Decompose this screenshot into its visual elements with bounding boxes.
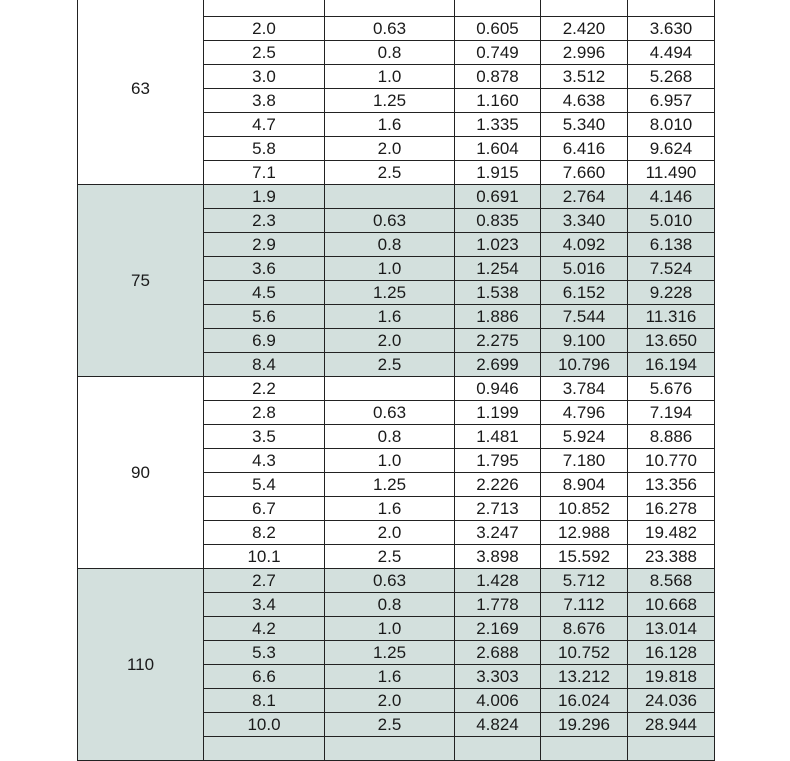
table-cell: 0.63	[325, 17, 455, 41]
table-cell: 7.660	[541, 161, 628, 185]
table-cell: 2.699	[455, 353, 541, 377]
table-cell: 6.138	[628, 233, 715, 257]
table-cell: 5.010	[628, 209, 715, 233]
table-cell: 3.247	[455, 521, 541, 545]
table-cell: 3.303	[455, 665, 541, 689]
table-cell: 1.538	[455, 281, 541, 305]
table-cell: 3.6	[204, 257, 325, 281]
table-cell	[455, 737, 541, 761]
table-cell: 2.0	[325, 137, 455, 161]
diameter-cell: 63	[78, 0, 204, 185]
table-cell: 1.0	[325, 617, 455, 641]
table-cell: 6.152	[541, 281, 628, 305]
table-cell: 0.8	[325, 233, 455, 257]
table-cell: 5.016	[541, 257, 628, 281]
table-cell: 3.340	[541, 209, 628, 233]
table-cell: 1.254	[455, 257, 541, 281]
table-cell: 1.0	[325, 449, 455, 473]
table-cell: 7.544	[541, 305, 628, 329]
table-row	[78, 377, 715, 401]
table-cell: 0.835	[455, 209, 541, 233]
table-cell: 1.6	[325, 665, 455, 689]
table-cell: 2.0	[325, 521, 455, 545]
table-cell: 0.878	[455, 65, 541, 89]
table-cell: 0.691	[455, 185, 541, 209]
table-cell: 1.023	[455, 233, 541, 257]
table-cell: 6.9	[204, 329, 325, 353]
table-cell: 19.296	[541, 713, 628, 737]
table-cell: 2.9	[204, 233, 325, 257]
table-cell: 0.8	[325, 593, 455, 617]
table-cell: 2.688	[455, 641, 541, 665]
table-cell: 4.3	[204, 449, 325, 473]
table-cell: 1.6	[325, 113, 455, 137]
table-cell	[204, 0, 325, 17]
table-cell: 16.278	[628, 497, 715, 521]
table-cell	[325, 377, 455, 401]
pipe-spec-table-body	[78, 0, 715, 761]
table-cell: 6.957	[628, 89, 715, 113]
table-row	[78, 0, 715, 17]
diameter-cell: 110	[78, 569, 204, 761]
table-cell: 0.8	[325, 425, 455, 449]
table-cell: 6.7	[204, 497, 325, 521]
table-cell: 3.0	[204, 65, 325, 89]
table-cell: 1.335	[455, 113, 541, 137]
table-cell: 16.128	[628, 641, 715, 665]
table-cell: 2.713	[455, 497, 541, 521]
diameter-cell: 90	[78, 377, 204, 569]
table-cell: 7.1	[204, 161, 325, 185]
table-cell	[541, 0, 628, 17]
table-cell: 8.676	[541, 617, 628, 641]
table-cell: 9.100	[541, 329, 628, 353]
table-cell: 13.356	[628, 473, 715, 497]
table-cell	[541, 737, 628, 761]
table-cell: 0.63	[325, 569, 455, 593]
table-cell: 1.886	[455, 305, 541, 329]
table-cell: 8.886	[628, 425, 715, 449]
table-cell: 13.212	[541, 665, 628, 689]
table-cell: 0.8	[325, 41, 455, 65]
table-cell: 0.63	[325, 401, 455, 425]
table-cell: 8.010	[628, 113, 715, 137]
table-cell: 3.784	[541, 377, 628, 401]
table-cell: 1.160	[455, 89, 541, 113]
table-cell: 1.9	[204, 185, 325, 209]
table-cell: 19.482	[628, 521, 715, 545]
table-cell: 5.268	[628, 65, 715, 89]
table-cell: 2.420	[541, 17, 628, 41]
table-cell: 2.5	[325, 713, 455, 737]
table-cell: 1.481	[455, 425, 541, 449]
table-cell: 2.5	[325, 161, 455, 185]
table-cell: 4.092	[541, 233, 628, 257]
table-cell: 2.3	[204, 209, 325, 233]
table-cell: 8.568	[628, 569, 715, 593]
table-cell: 1.6	[325, 497, 455, 521]
table-cell: 1.25	[325, 473, 455, 497]
table-cell: 28.944	[628, 713, 715, 737]
table-cell: 2.7	[204, 569, 325, 593]
table-cell: 8.1	[204, 689, 325, 713]
table-cell: 12.988	[541, 521, 628, 545]
table-cell: 2.5	[325, 545, 455, 569]
table-cell: 4.824	[455, 713, 541, 737]
table-cell: 7.194	[628, 401, 715, 425]
table-cell: 8.904	[541, 473, 628, 497]
table-cell: 4.638	[541, 89, 628, 113]
table-cell: 1.6	[325, 305, 455, 329]
table-cell: 2.275	[455, 329, 541, 353]
table-cell: 0.605	[455, 17, 541, 41]
table-cell: 1.199	[455, 401, 541, 425]
pipe-spec-table	[77, 0, 715, 761]
table-cell	[455, 0, 541, 17]
table-cell: 2.5	[325, 353, 455, 377]
table-cell: 5.924	[541, 425, 628, 449]
table-cell: 0.946	[455, 377, 541, 401]
table-cell: 5.3	[204, 641, 325, 665]
table-cell: 3.4	[204, 593, 325, 617]
table-cell: 3.898	[455, 545, 541, 569]
table-cell: 24.036	[628, 689, 715, 713]
table-cell: 15.592	[541, 545, 628, 569]
table-cell: 1.778	[455, 593, 541, 617]
table-cell: 10.796	[541, 353, 628, 377]
table-cell: 2.0	[325, 689, 455, 713]
table-cell: 2.0	[204, 17, 325, 41]
table-cell: 4.7	[204, 113, 325, 137]
table-cell	[628, 0, 715, 17]
table-cell: 2.996	[541, 41, 628, 65]
table-cell: 4.494	[628, 41, 715, 65]
table-cell	[325, 737, 455, 761]
table-cell: 7.112	[541, 593, 628, 617]
table-cell: 4.796	[541, 401, 628, 425]
table-cell: 3.8	[204, 89, 325, 113]
table-cell	[325, 0, 455, 17]
table-cell: 2.0	[325, 329, 455, 353]
table-cell: 3.5	[204, 425, 325, 449]
table-cell: 13.650	[628, 329, 715, 353]
table-cell: 10.752	[541, 641, 628, 665]
table-cell: 2.8	[204, 401, 325, 425]
table-cell: 3.630	[628, 17, 715, 41]
table-cell: 2.5	[204, 41, 325, 65]
table-cell: 5.8	[204, 137, 325, 161]
table-cell: 8.2	[204, 521, 325, 545]
table-cell: 6.416	[541, 137, 628, 161]
table-cell: 4.006	[455, 689, 541, 713]
table-cell: 4.2	[204, 617, 325, 641]
table-cell: 1.0	[325, 257, 455, 281]
table-cell: 5.712	[541, 569, 628, 593]
table-cell: 5.676	[628, 377, 715, 401]
table-cell: 2.226	[455, 473, 541, 497]
table-cell: 2.2	[204, 377, 325, 401]
table-cell: 1.25	[325, 89, 455, 113]
table-cell: 7.524	[628, 257, 715, 281]
table-cell: 6.6	[204, 665, 325, 689]
table-cell: 19.818	[628, 665, 715, 689]
table-cell	[204, 737, 325, 761]
table-cell: 10.668	[628, 593, 715, 617]
table-cell: 11.316	[628, 305, 715, 329]
table-cell: 3.512	[541, 65, 628, 89]
table-cell: 4.5	[204, 281, 325, 305]
diameter-cell: 75	[78, 185, 204, 377]
table-cell: 4.146	[628, 185, 715, 209]
table-cell: 10.770	[628, 449, 715, 473]
table-cell	[628, 737, 715, 761]
table-cell: 2.169	[455, 617, 541, 641]
table-cell: 11.490	[628, 161, 715, 185]
table-cell: 16.194	[628, 353, 715, 377]
table-cell: 1.25	[325, 641, 455, 665]
table-cell: 10.852	[541, 497, 628, 521]
table-cell: 1.0	[325, 65, 455, 89]
table-cell: 13.014	[628, 617, 715, 641]
table-cell: 1.428	[455, 569, 541, 593]
table-cell: 7.180	[541, 449, 628, 473]
table-cell: 0.63	[325, 209, 455, 233]
table-cell: 5.340	[541, 113, 628, 137]
table-cell: 16.024	[541, 689, 628, 713]
table-cell: 10.1	[204, 545, 325, 569]
table-cell: 1.795	[455, 449, 541, 473]
table-cell: 1.25	[325, 281, 455, 305]
table-cell: 9.624	[628, 137, 715, 161]
table-cell: 10.0	[204, 713, 325, 737]
table-cell: 1.915	[455, 161, 541, 185]
table-cell: 23.388	[628, 545, 715, 569]
table-cell: 9.228	[628, 281, 715, 305]
table-cell: 5.6	[204, 305, 325, 329]
table-cell: 5.4	[204, 473, 325, 497]
table-cell: 1.604	[455, 137, 541, 161]
table-row	[78, 569, 715, 593]
table-cell: 8.4	[204, 353, 325, 377]
table-row	[78, 185, 715, 209]
table-cell: 2.764	[541, 185, 628, 209]
table-cell	[325, 185, 455, 209]
table-cell: 0.749	[455, 41, 541, 65]
